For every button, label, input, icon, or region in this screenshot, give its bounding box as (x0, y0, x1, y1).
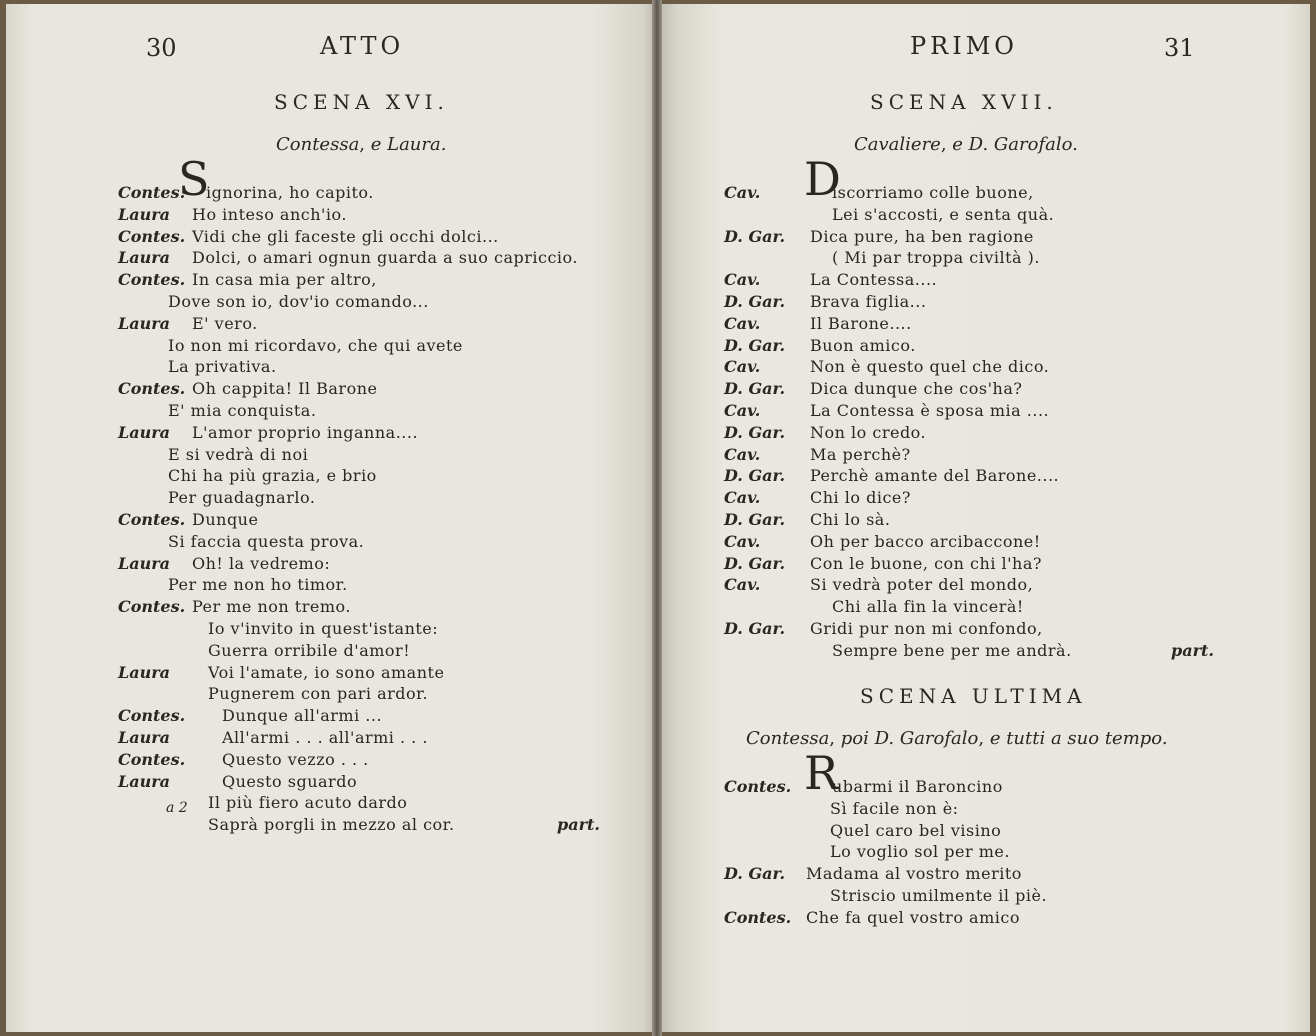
cast-fragment: poi D. Garofalo (840, 728, 979, 749)
dialogue-line (724, 356, 1220, 378)
verse-text: iscorriamo colle buone, (832, 183, 1034, 202)
dialogue-line (724, 444, 1220, 466)
verse-text: Chi ha più grazia, e brio (168, 466, 377, 486)
verse-text: Sì facile non è: (830, 798, 959, 818)
dialogue-line (118, 291, 618, 313)
speaker-name: Laura (118, 204, 171, 224)
verse-text: Ma perchè? (810, 444, 911, 464)
scene-xvii-dialogue (724, 152, 1220, 662)
dialogue-line (724, 574, 1220, 596)
verse-text: Perchè amante del Barone.... (810, 466, 1060, 486)
cast-fragment: Cavaliere (854, 134, 941, 155)
verse-text: Striscio umilmente il piè. (830, 885, 1048, 905)
verse-text: Chi alla fin la vincerà! (832, 597, 1024, 617)
dialogue-line (118, 152, 618, 206)
dialogue-line (118, 247, 618, 269)
verse-text: L'amor proprio inganna.... (192, 422, 419, 442)
verse-text: Guerra orribile d'amor! (208, 640, 411, 660)
speaker-name: Contes. (724, 777, 792, 796)
scene-xvi-dialogue (118, 152, 618, 836)
dialogue-line (724, 746, 1220, 800)
dialogue-line (724, 313, 1220, 335)
dialogue-line (724, 640, 1220, 662)
dialogue-line (118, 618, 618, 640)
dialogue-line (724, 247, 1220, 269)
page-number-right: 31 (1164, 34, 1195, 62)
dialogue-line (118, 640, 618, 662)
verse-text: ubarmi il Baroncino (832, 777, 1003, 796)
dialogue-line (118, 792, 618, 814)
speaker-name: Cav. (724, 488, 761, 508)
dialogue-line (118, 683, 618, 705)
speaker-name: Laura (118, 248, 171, 268)
verse-text: Buon amico. (810, 335, 916, 355)
cast-fragment: Contessa (276, 134, 360, 155)
cast-fragment: e Laura. (370, 134, 447, 155)
speaker-name: Laura (118, 662, 171, 682)
verse-text: La privativa. (168, 357, 277, 377)
speaker-name: Laura (118, 727, 171, 747)
cast-fragment: , (940, 134, 953, 155)
verse-text: Pugnerem con pari ardor. (208, 684, 429, 704)
verse-text: Lei s'accosti, e senta quà. (832, 204, 1055, 224)
dialogue-line (724, 226, 1220, 248)
dialogue-line (118, 727, 618, 749)
running-head-right: PRIMO (910, 32, 1018, 60)
verse-text: Per guadagnarlo. (168, 488, 316, 508)
cast-line-xvii (854, 134, 1078, 155)
speaker-name: Cav. (724, 400, 761, 420)
scene-title-xvii: SCENA XVII. (870, 90, 1058, 114)
verse-text: La Contessa.... (810, 270, 938, 290)
dialogue-line (724, 487, 1220, 509)
verse-text: Madama al vostro merito (806, 864, 1022, 884)
verse-text: Chi lo dice? (810, 488, 911, 508)
speaker-name: Laura (118, 553, 171, 573)
running-head-left: ATTO (320, 32, 405, 60)
speaker-name: Cav. (724, 575, 761, 595)
dialogue-line (118, 465, 618, 487)
cast-line-xvi (276, 134, 446, 155)
drop-cap: D (804, 152, 841, 206)
verse-text: Per me non ho timor. (168, 575, 348, 595)
dialogue-line (118, 531, 618, 553)
dialogue-line (724, 885, 1220, 907)
dialogue-line (724, 422, 1220, 444)
verse-text: Con le buone, con chi l'ha? (810, 553, 1042, 573)
scene-title-ultima: SCENA ULTIMA (860, 684, 1087, 708)
dialogue-line (118, 487, 618, 509)
verse-text: Il più fiero acuto dardo (208, 793, 408, 813)
speaker-name: Cav. (724, 357, 761, 377)
drop-cap: R (804, 746, 839, 800)
speaker-name: D. Gar. (724, 618, 786, 638)
speaker-name: Cav. (724, 313, 761, 333)
verse-text: Io v'invito in quest'istante: (208, 618, 439, 638)
verse-text: Questo sguardo (222, 771, 358, 791)
dialogue-line (724, 269, 1220, 291)
dialogue-line (724, 152, 1220, 206)
verse-text: Voi l'amate, io sono amante (208, 662, 445, 682)
dialogue-line (724, 863, 1220, 885)
speaker-name: Laura (118, 313, 171, 333)
verse-text: Il Barone.... (810, 313, 912, 333)
dialogue-line (118, 814, 618, 836)
dialogue-line (118, 378, 618, 400)
dialogue-line (724, 596, 1220, 618)
speaker-name: Contes. (118, 509, 186, 529)
a2-marker: a 2 (166, 800, 188, 817)
dialogue-line (118, 400, 618, 422)
exit-direction: part. (1171, 640, 1214, 660)
speaker-name: Contes. (118, 749, 186, 769)
dialogue-line (118, 749, 618, 771)
dialogue-line (118, 313, 618, 335)
speaker-name: Laura (118, 771, 171, 791)
dialogue-line (118, 356, 618, 378)
dialogue-line (724, 335, 1220, 357)
dialogue-line (724, 907, 1220, 929)
speaker-name: Contes. (118, 226, 186, 246)
speaker-name: D. Gar. (724, 422, 786, 442)
verse-text: Brava figlia... (810, 291, 927, 311)
speaker-name: Cav. (724, 531, 761, 551)
dialogue-line (118, 705, 618, 727)
verse-text: Oh cappita! Il Barone (192, 379, 378, 399)
verse-text: Vidi che gli faceste gli occhi dolci... (192, 226, 499, 246)
dialogue-line (118, 553, 618, 575)
verse-text: Dunque (192, 509, 259, 529)
dialogue-line (118, 662, 618, 684)
verse-text: E si vedrà di noi (168, 444, 309, 464)
speaker-name: D. Gar. (724, 553, 786, 573)
book-gutter (652, 0, 662, 1036)
dialogue-line (724, 291, 1220, 313)
page-number-left: 30 (146, 34, 177, 62)
verse-text: Non lo credo. (810, 422, 927, 442)
verse-text: Dica pure, ha ben ragione (810, 226, 1034, 246)
dialogue-line (724, 618, 1220, 640)
speaker-name: D. Gar. (724, 335, 786, 355)
dialogue-line (118, 226, 618, 248)
speaker-name: Contes. (724, 907, 792, 927)
dialogue-line (118, 204, 618, 226)
dialogue-line (724, 378, 1220, 400)
verse-text: In casa mia per altro, (192, 270, 377, 290)
speaker-name: Contes. (118, 379, 186, 399)
drop-cap: S (178, 152, 210, 206)
dialogue-line (724, 820, 1220, 842)
verse-text: Gridi pur non mi confondo, (810, 618, 1043, 638)
dialogue-line (118, 335, 618, 357)
speaker-name: Contes. (118, 270, 186, 290)
dialogue-line (118, 422, 618, 444)
speaker-name: D. Gar. (724, 291, 786, 311)
verse-text: Che fa quel vostro amico (806, 907, 1020, 927)
speaker-name: D. Gar. (724, 226, 786, 246)
verse-text: Chi lo sà. (810, 509, 891, 529)
speaker-name: D. Gar. (724, 864, 786, 884)
verse-text: Oh! la vedremo: (192, 553, 331, 573)
right-page (658, 4, 1310, 1032)
dialogue-line (724, 553, 1220, 575)
speaker-name: Cav. (724, 183, 761, 202)
scene-ultima-dialogue (724, 746, 1220, 929)
verse-text: E' vero. (192, 313, 258, 333)
dialogue-line (724, 841, 1220, 863)
verse-text: Oh per bacco arcibaccone! (810, 531, 1041, 551)
dialogue-line (118, 596, 618, 618)
verse-text: La Contessa è sposa mia .... (810, 400, 1050, 420)
cast-fragment: e tutti a suo tempo. (989, 728, 1168, 749)
speaker-name: Contes. (118, 706, 186, 726)
speaker-name: Cav. (724, 270, 761, 290)
dialogue-line (118, 444, 618, 466)
verse-text: Io non mi ricordavo, che qui avete (168, 335, 463, 355)
verse-text: Non è questo quel che dico. (810, 357, 1050, 377)
dialogue-line (724, 509, 1220, 531)
speaker-name: Contes. (118, 597, 186, 617)
verse-text: E' mia conquista. (168, 400, 317, 420)
speaker-name: D. Gar. (724, 466, 786, 486)
verse-text: Ho inteso anch'io. (192, 204, 347, 224)
verse-text: Si vedrà poter del mondo, (810, 575, 1034, 595)
cast-fragment: Contessa (746, 728, 830, 749)
cast-fragment: , (359, 134, 371, 155)
speaker-name: D. Gar. (724, 509, 786, 529)
verse-text: Questo vezzo . . . (222, 749, 369, 769)
verse-text: Per me non tremo. (192, 597, 351, 617)
cast-fragment: e D. Garofalo. (952, 134, 1078, 155)
verse-text: Quel caro bel visino (830, 820, 1002, 840)
verse-text: ignorina, ho capito. (206, 183, 374, 202)
cast-fragment: , (978, 728, 990, 749)
verse-text: Si faccia questa prova. (168, 531, 365, 551)
dialogue-line (118, 509, 618, 531)
dialogue-line (118, 771, 618, 793)
speaker-name: Contes. (118, 183, 186, 202)
verse-text: All'armi . . . all'armi . . . (222, 727, 428, 747)
speaker-name: Cav. (724, 444, 761, 464)
dialogue-line (118, 269, 618, 291)
dialogue-line (724, 531, 1220, 553)
dialogue-line (724, 465, 1220, 487)
verse-text: Saprà porgli in mezzo al cor. (208, 815, 455, 835)
scene-title-xvi: SCENA XVI. (274, 90, 449, 114)
verse-text: Lo voglio sol per me. (830, 842, 1010, 862)
verse-text: Dolci, o amari ognun guarda a suo capriccio. (192, 248, 578, 268)
speaker-name: Laura (118, 422, 171, 442)
verse-text: Dica dunque che cos'ha? (810, 379, 1023, 399)
dialogue-line (724, 400, 1220, 422)
dialogue-line (118, 574, 618, 596)
cast-fragment: , (829, 728, 841, 749)
exit-direction: part. (557, 815, 600, 835)
dialogue-line (724, 798, 1220, 820)
speaker-name: D. Gar. (724, 379, 786, 399)
left-page (6, 4, 656, 1032)
verse-text: Dunque all'armi ... (222, 706, 383, 726)
verse-text: Dove son io, dov'io comando... (168, 291, 429, 311)
verse-text: Sempre bene per me andrà. (832, 640, 1072, 660)
verse-text: ( Mi par troppa civiltà ). (832, 248, 1040, 268)
dialogue-line (724, 204, 1220, 226)
